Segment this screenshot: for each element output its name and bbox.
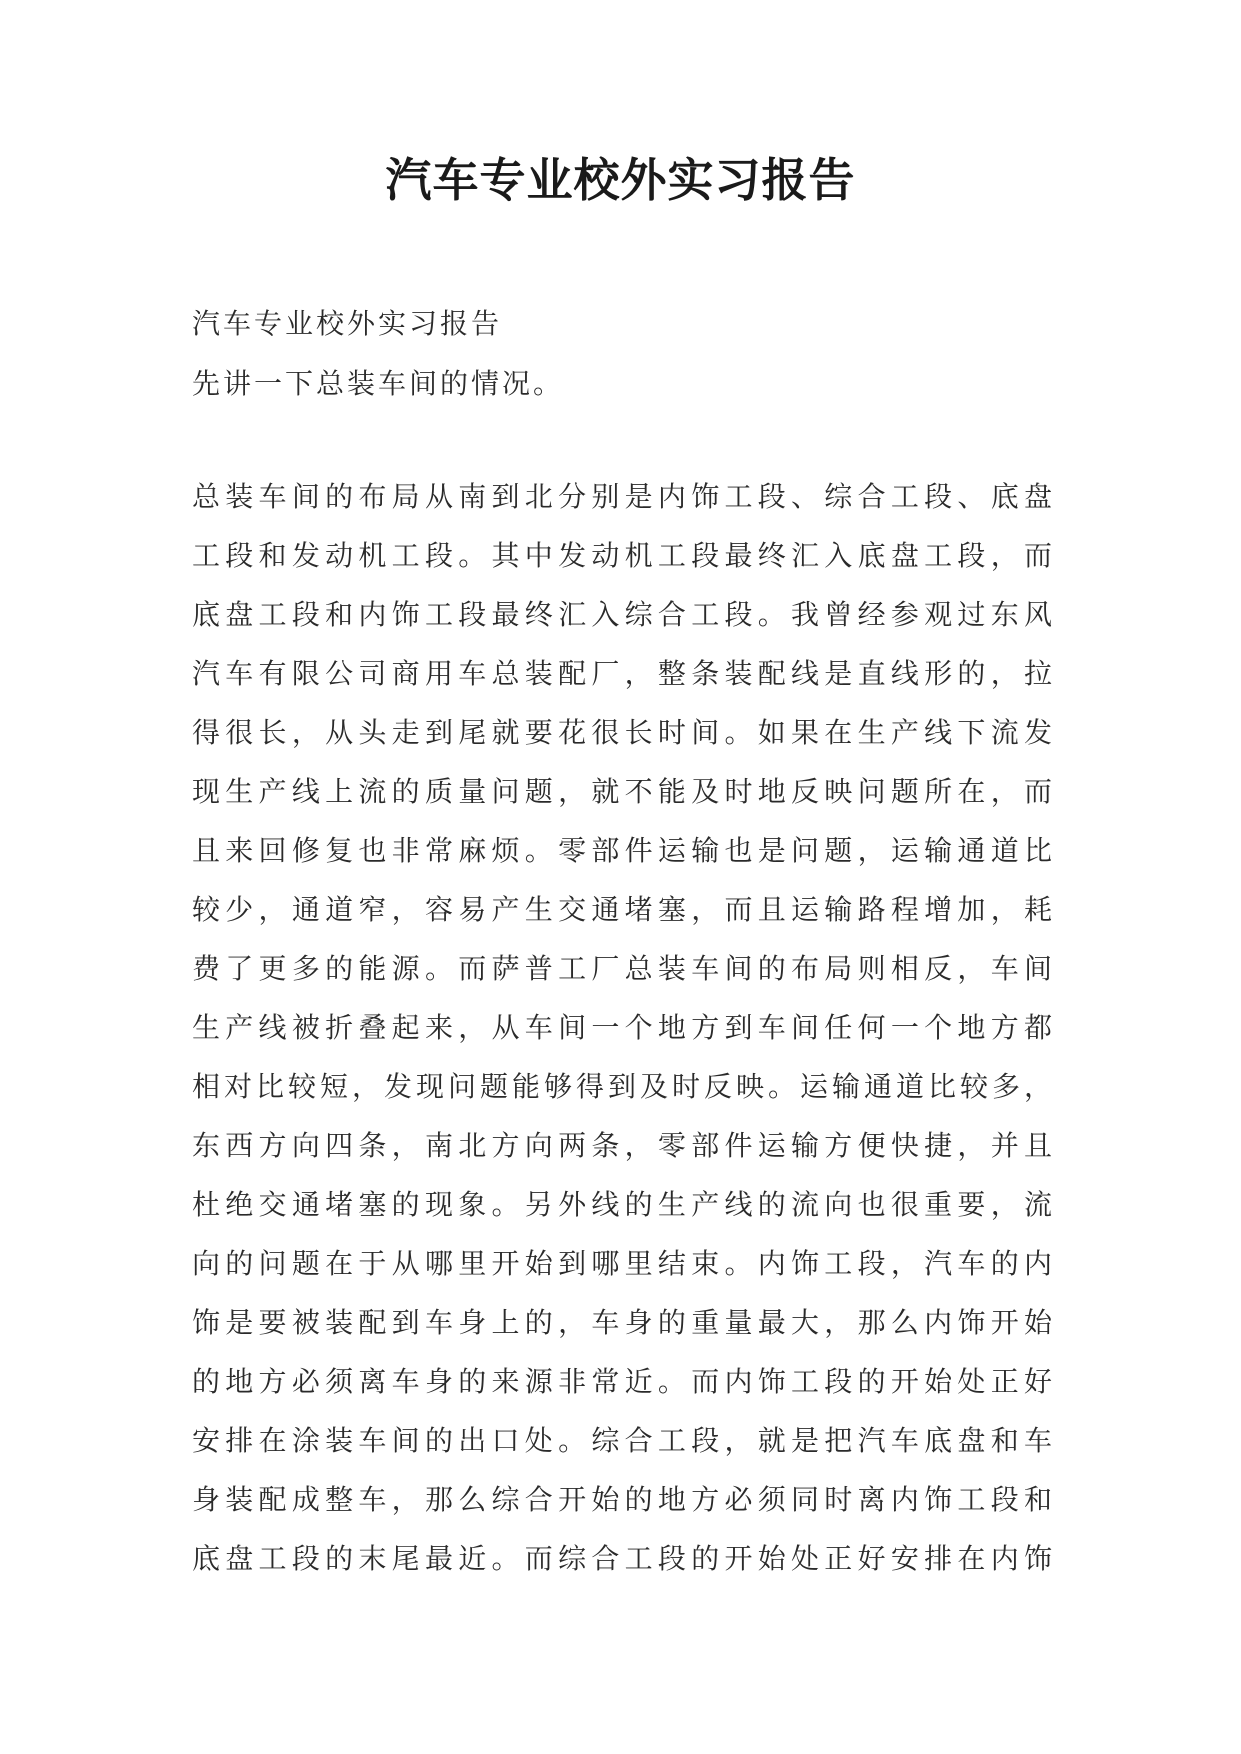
document-title: 汽车专业校外实习报告 — [385, 153, 856, 207]
paragraph-line: 费了更多的能源。而萨普工厂总装车间的布局则相反，车间 — [192, 952, 1054, 985]
paragraph-line: 得很长，从头走到尾就要花很长时间。如果在生产线下流发 — [192, 716, 1054, 749]
paragraph-line: 的地方必须离车身的来源非常近。而内饰工段的开始处正好 — [192, 1365, 1054, 1398]
paragraph-line: 向的问题在于从哪里开始到哪里结束。内饰工段，汽车的内 — [192, 1247, 1054, 1280]
intro-line: 先讲一下总装车间的情况。 — [192, 367, 565, 400]
paragraph-line: 生产线被折叠起来，从车间一个地方到车间任何一个地方都 — [192, 1011, 1054, 1044]
paragraph-line: 总装车间的布局从南到北分别是内饰工段、综合工段、底盘 — [192, 480, 1054, 513]
paragraph-line: 底盘工段和内饰工段最终汇入综合工段。我曾经参观过东风 — [192, 598, 1054, 631]
intro-block — [192, 294, 1054, 414]
paragraph-line: 底盘工段的末尾最近。而综合工段的开始处正好安排在内饰 — [192, 1542, 1054, 1575]
paragraph-line: 杜绝交通堵塞的现象。另外线的生产线的流向也很重要，流 — [192, 1188, 1054, 1221]
paragraph-line: 相对比较短，发现问题能够得到及时反映。运输通道比较多， — [192, 1070, 1054, 1103]
body-paragraph — [192, 467, 1054, 1588]
paragraph-line: 工段和发动机工段。其中发动机工段最终汇入底盘工段，而 — [192, 539, 1054, 572]
paragraph-line: 安排在涂装车间的出口处。综合工段，就是把汽车底盘和车 — [192, 1424, 1054, 1457]
paragraph-line: 身装配成整车，那么综合开始的地方必须同时离内饰工段和 — [192, 1483, 1054, 1516]
paragraph-line: 汽车有限公司商用车总装配厂，整条装配线是直线形的，拉 — [192, 657, 1054, 690]
paragraph-line: 较少，通道窄，容易产生交通堵塞，而且运输路程增加，耗 — [192, 893, 1054, 926]
paragraph-line: 现生产线上流的质量问题，就不能及时地反映问题所在，而 — [192, 775, 1054, 808]
paragraph-line: 且来回修复也非常麻烦。零部件运输也是问题，运输通道比 — [192, 834, 1054, 867]
intro-line: 汽车专业校外实习报告 — [192, 307, 503, 340]
paragraph-line: 饰是要被装配到车身上的，车身的重量最大，那么内饰开始 — [192, 1306, 1054, 1339]
paragraph-line: 东西方向四条，南北方向两条，零部件运输方便快捷，并且 — [192, 1129, 1054, 1162]
